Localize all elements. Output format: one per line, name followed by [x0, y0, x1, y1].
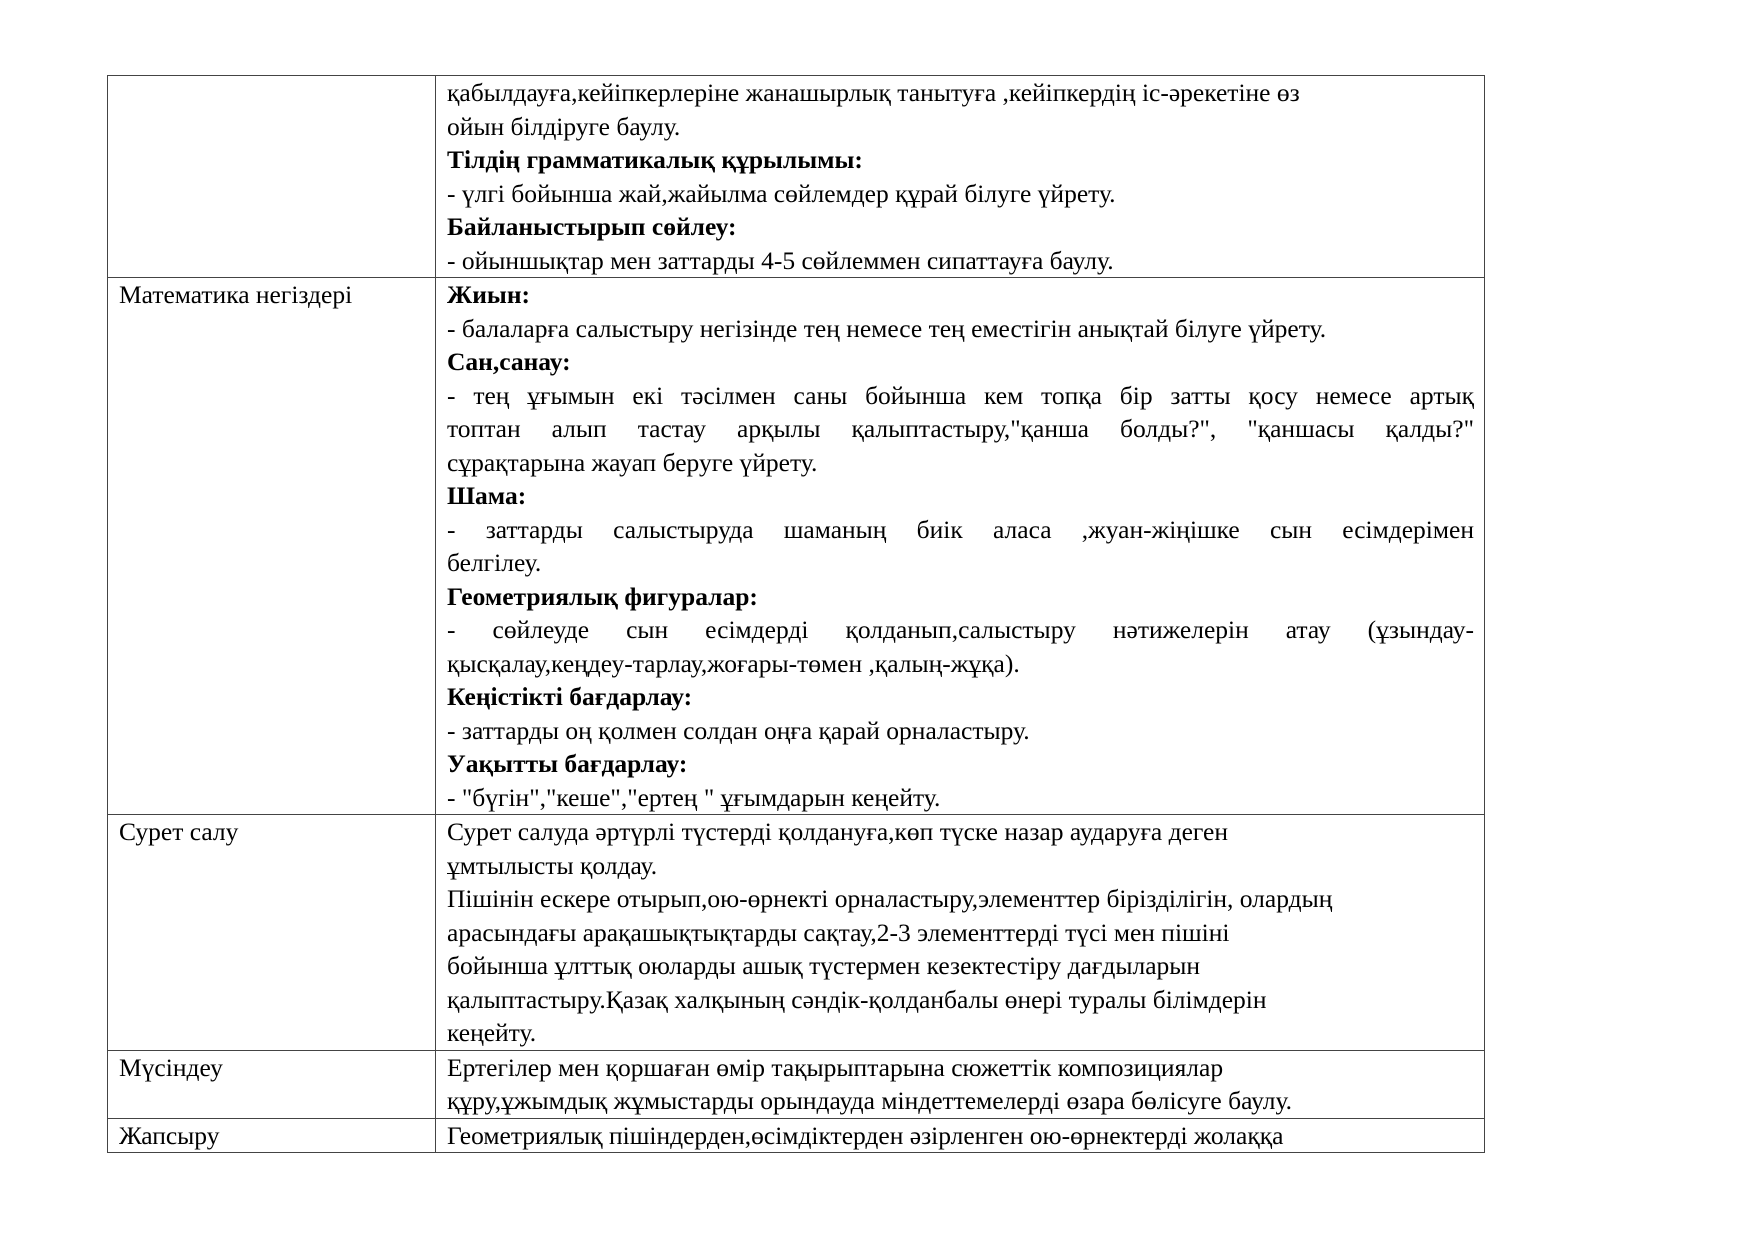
subject-cell: Жапсыру [108, 1118, 436, 1153]
text-line: қысқалау,кеңдеу-тарлау,жоғары-төмен ,қалың-жұқа). [447, 648, 1020, 678]
table-row [108, 76, 1485, 278]
table-row [108, 815, 1485, 1051]
section-heading: Тілдің грамматикалық құрылымы: [447, 145, 863, 174]
text-line: құру,ұжымдық жұмыстарды орындауда міндеттемелерді өзара бөлісуге баулу. [447, 1086, 1293, 1115]
text-line: сұрақтарына жауап беруге үйрету. [447, 447, 818, 477]
section-heading: Геометриялық фигуралар: [447, 581, 758, 611]
text-line: - тең ұғымын екі тәсілмен саны бойынша кем топқа бір затты қосу немесе артық [447, 380, 1474, 410]
text-line: топтан алып тастау арқылы қалыптастыру,"қанша болды?", "қаншасы қалды?" [447, 414, 1474, 443]
subject-cell: Математика негіздері [108, 278, 436, 815]
text-line: - заттарды оң қолмен солдан оңға қарай орналастыру. [447, 715, 1030, 745]
text-line: - "бүгін","кеше","ертең " ұғымдарын кеңейту. [447, 782, 941, 812]
text-line: Ертегілер мен қоршаған өмір тақырыптарына сюжеттік композициялар [447, 1052, 1224, 1082]
text-line: - заттарды салыстыруда шаманың биік аласа ,жуан-жіңішке сын есімдерімен [447, 514, 1474, 544]
text-line: ойын білдіруге баулу. [447, 111, 681, 141]
section-heading: Сан,санау: [447, 347, 571, 376]
subject-cell: Сурет салу [108, 815, 436, 1051]
text-line: - сөйлеуде сын есімдерді қолданып,салыстыру нәтижелерін атау (ұзындау- [447, 615, 1474, 644]
table-row [108, 1118, 1485, 1153]
content-cell [436, 1118, 1485, 1153]
section-heading: Кеңістікті бағдарлау: [447, 682, 693, 711]
content-cell [436, 278, 1485, 815]
text-line: Сурет салуда әртүрлі түстерді қолдануға,көп түске назар аударуға деген [447, 817, 1228, 846]
text-line: қалыптастыру.Қазақ халқының сәндік-қолданбалы өнері туралы білімдерін [447, 984, 1267, 1014]
text-line: - үлгі бойынша жай,жайылма сөйлемдер құрай білуге үйрету. [447, 178, 1116, 208]
text-line: - балаларға салыстыру негізінде тең немесе тең еместігін анықтай білуге үйрету. [447, 313, 1327, 343]
curriculum-table [107, 75, 1485, 1153]
text-line: кеңейту. [447, 1018, 537, 1047]
text-line: белгілеу. [447, 548, 542, 577]
subject-cell: Мүсіндеу [108, 1050, 436, 1118]
section-heading: Байланыстырып сөйлеу: [447, 212, 737, 241]
text-line: қабылдауға,кейіпкерлеріне жанашырлық танытуға ,кейіпкердің іс-әрекетіне өз [447, 78, 1300, 107]
text-line: Геометриялық пішіндерден,өсімдіктерден әзірленген ою-өрнектерді жолаққа [447, 1120, 1284, 1150]
table-row [108, 278, 1485, 815]
subject-cell [108, 76, 436, 278]
content-cell [436, 815, 1485, 1051]
section-heading: Шама: [447, 481, 527, 510]
text-line: Пішінін ескере отырып,ою-өрнекті орналастыру,элементтер бірізділігін, олардың [447, 884, 1333, 913]
text-line: ұмтылысты қолдау. [447, 850, 658, 880]
table-row [108, 1050, 1485, 1118]
text-line: арасындағы арақашықтықтарды сақтау,2-3 элементтерді түсі мен пішіні [447, 917, 1230, 947]
section-heading: Жиын: [447, 280, 530, 309]
content-cell [436, 76, 1485, 278]
content-cell [436, 1050, 1485, 1118]
text-line: - ойыншықтар мен заттарды 4-5 сөйлеммен сипаттауға баулу. [447, 245, 1114, 275]
section-heading: Уақытты бағдарлау: [447, 749, 688, 778]
text-line: бойынша ұлттық оюларды ашық түстермен кезектестіру дағдыларын [447, 951, 1201, 980]
